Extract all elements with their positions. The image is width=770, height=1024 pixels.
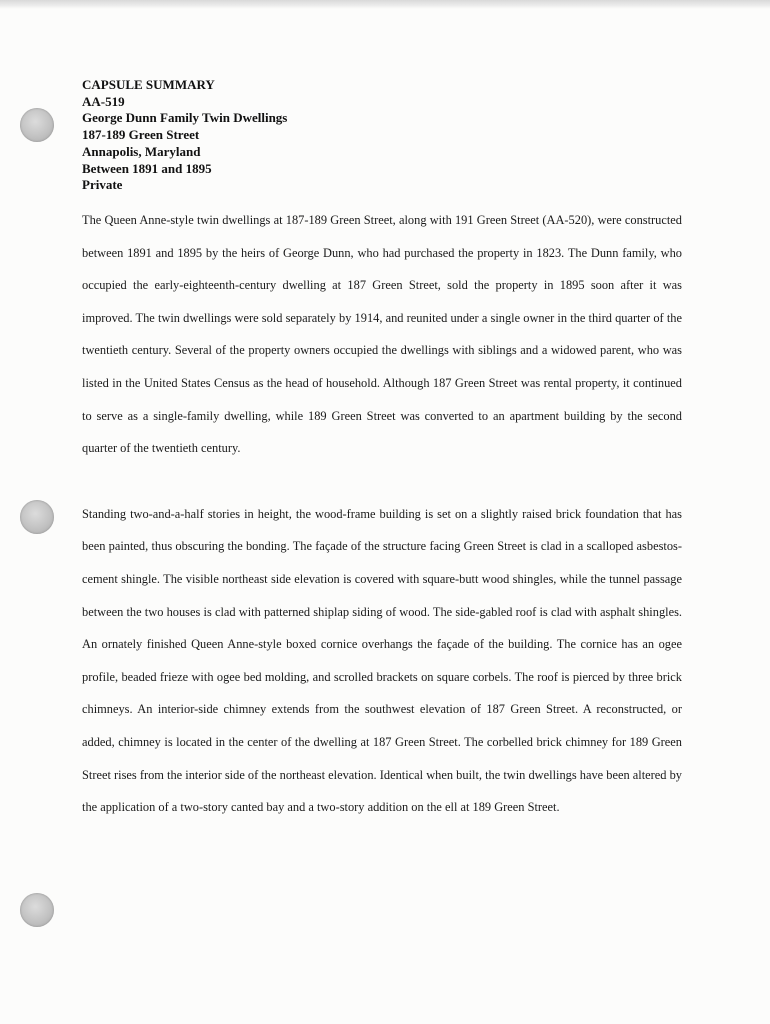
ownership: Private — [82, 177, 123, 193]
scan-top-edge — [0, 0, 770, 9]
property-name: George Dunn Family Twin Dwellings — [82, 110, 288, 126]
property-city: Annapolis, Maryland — [82, 143, 201, 159]
capsule-summary-header — [82, 77, 502, 194]
punch-hole-top — [20, 108, 54, 142]
summary-heading: CAPSULE SUMMARY — [82, 77, 215, 92]
description-paragraph: Standing two-and-a-half stories in height, the wood-frame building is set on a slightly raised brick foundation that has been painted, thus obscuring the bonding. The façade of the structure facing Green Street is clad in a scalloped asbestos-cement shingle. The visible northeast side elevation is covered with square-butt wood shingles, while the tunnel passage between the two houses is clad with patterned shiplap siding of wood. The side-gabled roof is clad with asphalt shingles. An ornately finished Queen Anne-style boxed cornice overhangs the façade of the building. The cornice has an ogee profile, beaded frieze with ogee bed molding, and scrolled brackets on square corbels. The roof is pierced by three brick chimneys. An interior-side chimney extends from the southwest elevation of 187 Green Street. A reconstructed, or added, chimney is located in the center of the dwelling at 187 Green Street. The corbelled brick chimney for 189 Green Street rises from the interior side of the northeast elevation. Identical when built, the twin dwellings have been altered by the application of a two-story canted bay and a two-story addition on the ell at 189 Green Street. — [82, 506, 682, 815]
inventory-number: AA-519 — [82, 93, 125, 109]
history-paragraph: The Queen Anne-style twin dwellings at 187-189 Green Street, along with 191 Green Street (AA-520), were constructed between 1891 and 1895 by the heirs of George Dunn, who had purchased the property in 1823. The Dunn family, who occupied the early-eighteenth-century dwelling at 187 Green Street, sold the property in 1895 soon after it was improved. The twin dwellings were sold separately by 1914, and reunited under a single owner in the third quarter of the twentieth century. Several of the property owners occupied the dwellings with siblings and a widowed parent, who was listed in the United States Census as the head of household. Although 187 Green Street was rental property, it continued to serve as a single-family dwelling, while 189 Green Street was converted to an apartment building by the second quarter of the twentieth century. — [82, 213, 682, 456]
summary-body — [82, 204, 682, 824]
property-address: 187-189 Green Street — [82, 127, 200, 143]
punch-hole-middle — [20, 500, 54, 534]
punch-hole-bottom — [20, 893, 54, 927]
construction-date: Between 1891 and 1895 — [82, 160, 212, 176]
